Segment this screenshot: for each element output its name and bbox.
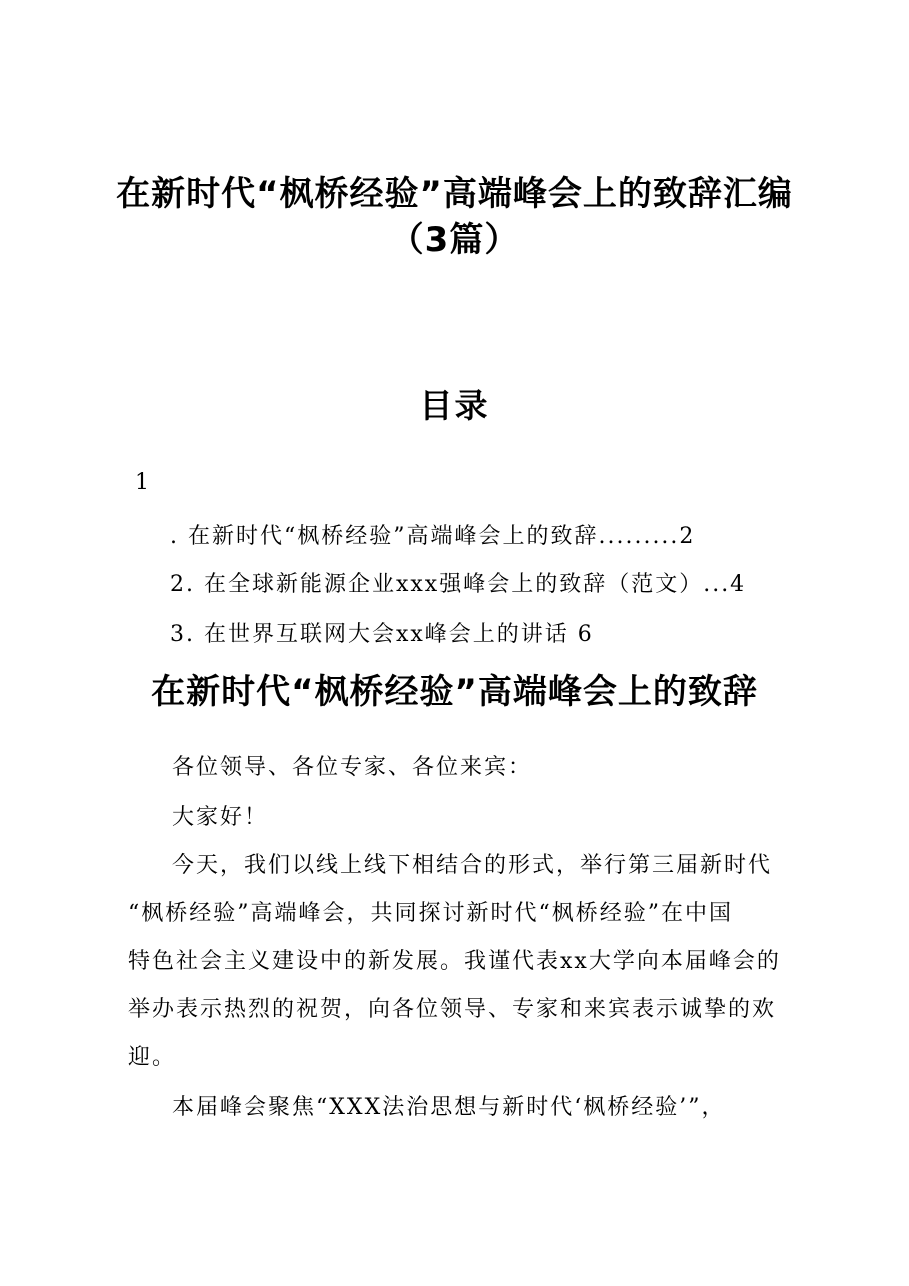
- toc-item[interactable]: 3. 在世界互联网大会xx峰会上的讲话 6: [170, 622, 594, 647]
- toc-number-prefix: 1: [135, 470, 151, 495]
- document-title-line2: （3篇）: [389, 220, 520, 260]
- section-title: 在新时代“枫桥经验”高端峰会上的致辞: [151, 672, 758, 712]
- paragraph-line: “枫桥经验”高端峰会，共同探讨新时代“枫桥经验”在中国: [128, 901, 733, 926]
- paragraph-line: 迎。: [128, 1045, 177, 1070]
- document-title-line1: 在新时代“枫桥经验”高端峰会上的致辞汇编: [116, 174, 793, 214]
- salutation: 各位领导、各位专家、各位来宾：: [172, 755, 533, 780]
- toc-heading: 目录: [419, 386, 490, 425]
- paragraph-line: 举办表示热烈的祝贺，向各位领导、专家和来宾表示诚挚的欢: [128, 997, 777, 1022]
- paragraph-line: 今天，我们以线上线下相结合的形式，举行第三届新时代: [172, 853, 773, 878]
- toc-item[interactable]: . 在新时代“枫桥经验”高端峰会上的致辞.........2: [170, 524, 696, 549]
- paragraph-line: 特色社会主义建设中的新发展。我谨代表xx大学向本届峰会的: [128, 949, 781, 974]
- greeting: 大家好！: [172, 805, 269, 830]
- toc-item[interactable]: 2. 在全球新能源企业xxx强峰会上的致辞（范文）...4: [170, 572, 747, 597]
- paragraph-2-line1: 本届峰会聚焦“XXX法治思想与新时代‘枫桥经验’”，: [172, 1095, 726, 1120]
